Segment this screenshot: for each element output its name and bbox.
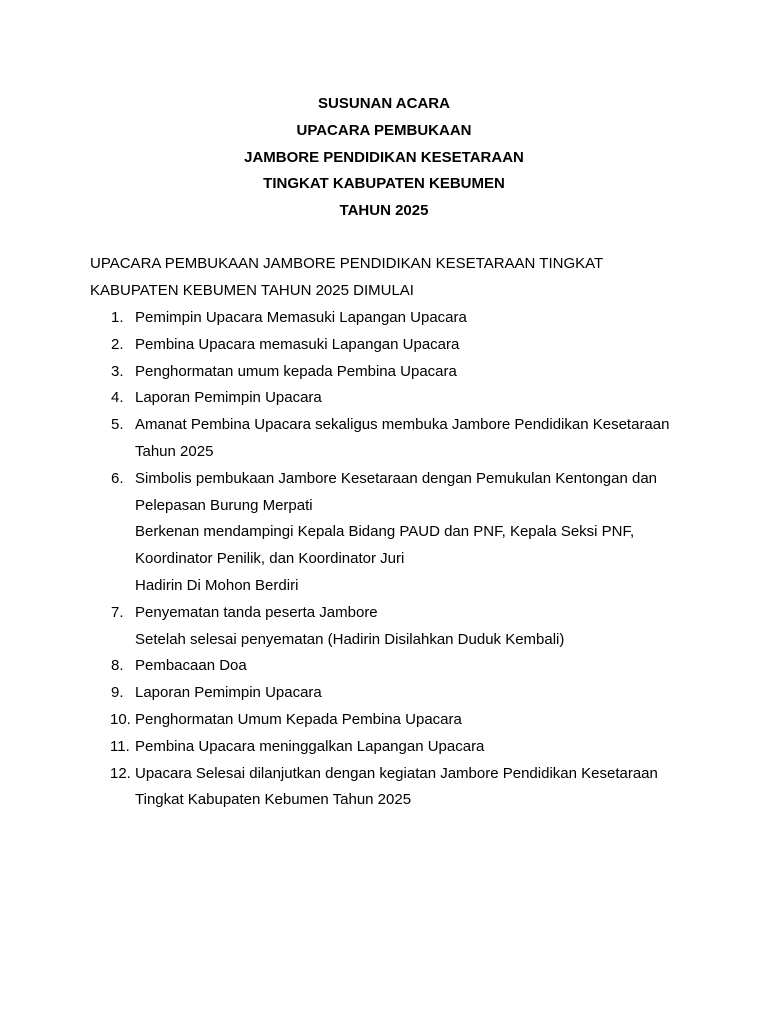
list-item — [90, 600, 690, 654]
title-line: TAHUN 2025 — [339, 202, 429, 220]
list-item-number: 3. — [111, 362, 124, 380]
list-item — [90, 734, 690, 761]
list-item — [90, 761, 690, 815]
agenda-list — [90, 305, 690, 814]
list-item-number: 1. — [111, 309, 124, 326]
list-item-text: Tingkat Kabupaten Kebumen Tahun 2025 — [135, 791, 412, 809]
title-line: UPACARA PEMBUKAAN — [296, 121, 472, 139]
list-item-text: Tahun 2025 — [135, 442, 214, 460]
list-item-text: Berkenan mendampingi Kepala Bidang PAUD dan PNF, Kepala Seksi PNF, — [135, 523, 635, 541]
list-item-text: Pembina Upacara memasuki Lapangan Upacara — [135, 335, 460, 353]
list-item-number: 8. — [111, 657, 124, 675]
list-item — [90, 680, 690, 707]
list-item-text: Laporan Pemimpin Upacara — [135, 684, 322, 702]
list-item — [90, 707, 690, 734]
list-item-number: 10. — [110, 710, 131, 728]
list-item — [90, 359, 690, 386]
list-item — [90, 332, 690, 359]
list-item-text: Penyematan tanda peserta Jambore — [135, 603, 378, 621]
list-item-text: Simbolis pembukaan Jambore Kesetaraan dengan Pemukulan Kentongan dan — [135, 469, 658, 487]
list-item-number: 11. — [110, 737, 130, 755]
list-item — [90, 466, 690, 600]
list-item-number: 6. — [111, 469, 124, 487]
intro-line: KABUPATEN KEBUMEN TAHUN 2025 DIMULAI — [90, 281, 414, 299]
title-line: SUSUNAN ACARA — [318, 95, 450, 112]
list-item-text: Upacara Selesai dilanjutkan dengan kegiatan Jambore Pendidikan Kesetaraan — [135, 764, 658, 782]
list-item-number: 7. — [111, 603, 124, 621]
list-item-text: Pembacaan Doa — [135, 657, 247, 675]
list-item-number: 12. — [110, 764, 131, 782]
list-item — [90, 412, 690, 466]
list-item-text: Pemimpin Upacara Memasuki Lapangan Upacara — [135, 309, 467, 326]
list-item — [90, 385, 690, 412]
list-item-number: 4. — [111, 389, 124, 407]
document-title — [0, 91, 768, 225]
intro-line: UPACARA PEMBUKAAN JAMBORE PENDIDIKAN KESETARAAN TINGKAT — [90, 255, 604, 272]
list-item-number: 2. — [111, 335, 124, 353]
list-item-text: Laporan Pemimpin Upacara — [135, 389, 322, 407]
list-item-text: Pembina Upacara meninggalkan Lapangan Upacara — [135, 737, 485, 755]
list-item — [90, 653, 690, 680]
list-item-text: Penghormatan umum kepada Pembina Upacara — [135, 362, 457, 380]
list-item-text: Penghormatan Umum Kepada Pembina Upacara — [135, 710, 462, 728]
list-item-number: 9. — [111, 684, 124, 702]
list-item-text: Amanat Pembina Upacara sekaligus membuka Jambore Pendidikan Kesetaraan — [135, 416, 670, 434]
list-item-text: Setelah selesai penyematan (Hadirin Disilahkan Duduk Kembali) — [135, 630, 565, 648]
list-item-number: 5. — [111, 416, 124, 434]
intro-paragraph — [90, 251, 690, 305]
list-item — [90, 305, 690, 332]
list-item-text: Pelepasan Burung Merpati — [135, 496, 313, 514]
title-line: TINGKAT KABUPATEN KEBUMEN — [263, 175, 505, 193]
list-item-text: Hadirin Di Mohon Berdiri — [135, 576, 299, 594]
title-line: JAMBORE PENDIDIKAN KESETARAAN — [244, 148, 524, 166]
list-item-text: Koordinator Penilik, dan Koordinator Juri — [135, 550, 405, 568]
